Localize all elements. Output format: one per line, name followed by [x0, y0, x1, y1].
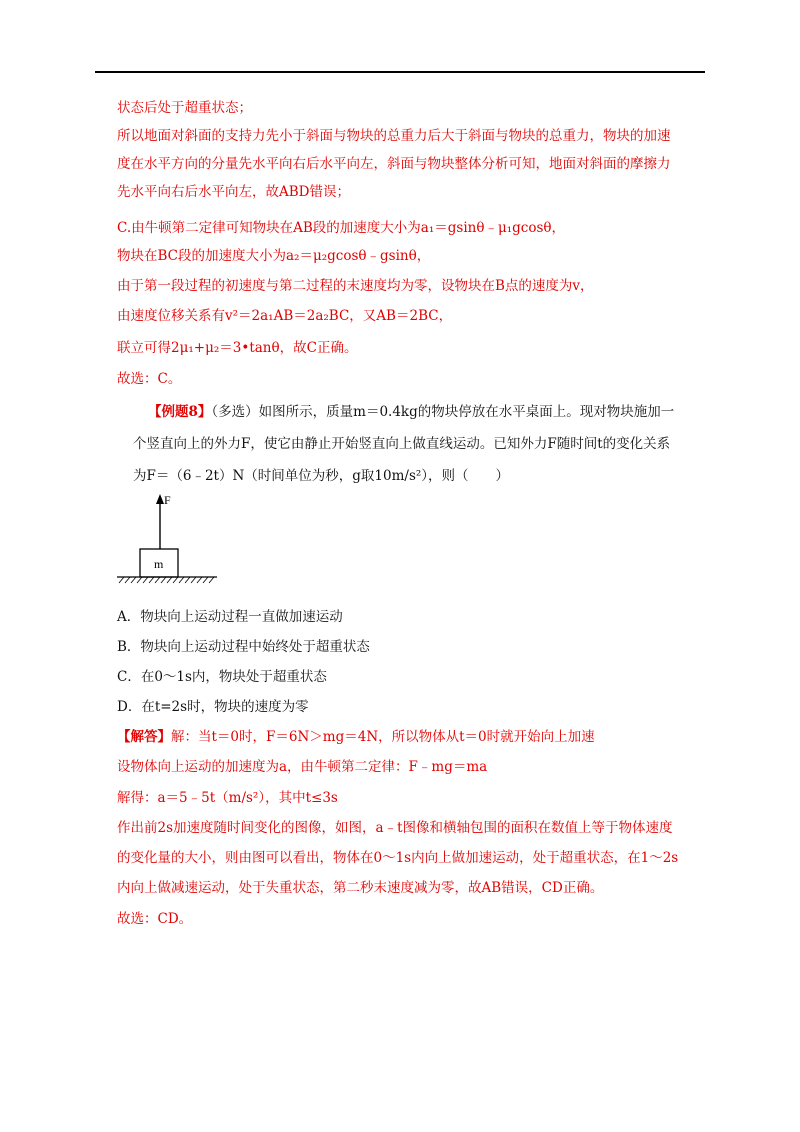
answer-line: 内向上做减速运动，处于失重状态，第二秒末速度减为零，故AB错误，CD正确。 [117, 880, 604, 896]
block-label: m [154, 557, 164, 571]
force-block-diagram [115, 490, 225, 590]
header-rule [95, 71, 705, 73]
solution-line: 先水平向右后水平向左，故ABD错误； [117, 184, 350, 200]
ground-hatching [119, 577, 214, 583]
force-arrow-head [156, 494, 164, 504]
answer-line: 故选：CD。 [117, 911, 193, 927]
option-d: D．在t=2s时，物块的速度为零 [117, 699, 309, 715]
question-line-1 [148, 402, 718, 422]
solution-line: C.由牛顿第二定律可知物块在AB段的加速度大小为a₁＝gsinθ﹣μ₁gcosθ， [117, 220, 566, 236]
example-tag: 【例题8】 [148, 404, 212, 420]
answer-first-text: 解：当t＝0时，F＝6N＞mg＝4N，所以物体从t＝0时就开始向上加速 [171, 729, 595, 745]
solution-line: 由速度位移关系有v²＝2a₁AB＝2a₂BC，又AB＝2BC， [117, 308, 453, 324]
solution-line: 故选：C。 [117, 371, 182, 387]
answer-tag: 【解答】 [117, 729, 171, 745]
solution-line: 物块在BC段的加速度大小为a₂＝μ₂gcosθ﹣gsinθ， [117, 248, 431, 264]
answer-first-line [117, 727, 717, 747]
solution-line: 联立可得2μ₁+μ₂＝3•tanθ，故C正确。 [117, 340, 358, 356]
solution-line: 状态后处于超重状态； [117, 100, 252, 116]
option-c: C．在0～1s内，物块处于超重状态 [117, 669, 327, 685]
force-label: F [164, 493, 171, 507]
answer-line: 的变化量的大小，则由图可以看出，物体在0～1s内向上做加速运动，处于超重状态，在1～2s [117, 850, 679, 866]
solution-line: 所以地面对斜面的支持力先小于斜面与物块的总重力后大于斜面与物块的总重力，物块的加速 [117, 128, 671, 144]
answer-line: 设物体向上运动的加速度为a，由牛顿第二定律：F﹣mg＝ma [117, 759, 488, 775]
answer-line: 作出前2s加速度随时间变化的图像，如图，a﹣t图像和横轴包围的面积在数值上等于物体速度 [117, 820, 673, 836]
option-b: B．物块向上运动过程中始终处于超重状态 [117, 639, 370, 655]
question-line-3: 为F＝（6﹣2t）N（时间单位为秒，g取10m/s²），则（ ） [133, 468, 510, 484]
solution-line: 由于第一段过程的初速度与第二过程的末速度均为零，设物块在B点的速度为v， [117, 278, 594, 294]
answer-line: 解得：a＝5﹣5t（m/s²），其中t≤3s [117, 790, 338, 806]
option-a: A．物块向上运动过程一直做加速运动 [117, 609, 343, 625]
solution-line: 度在水平方向的分量先水平向右后水平向左，斜面与物块整体分析可知，地面对斜面的摩擦力 [117, 156, 671, 172]
question-line-2: 个竖直向上的外力F，使它由静止开始竖直向上做直线运动。已知外力F随时间t的变化关系 [133, 436, 671, 452]
question-text-1: （多选）如图所示，质量m＝0.4kg的物块停放在水平桌面上。现对物块施加一 [211, 404, 675, 420]
